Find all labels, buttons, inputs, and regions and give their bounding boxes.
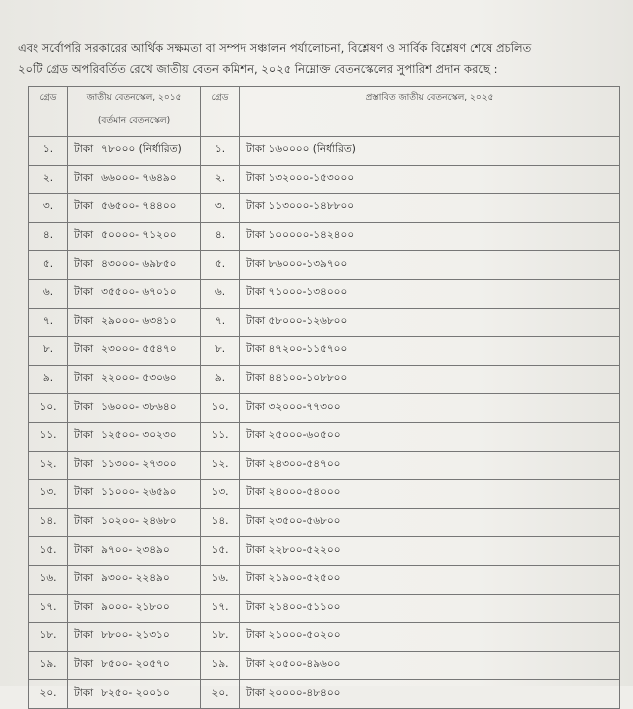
header-grade: গ্রেড xyxy=(29,87,68,137)
current-range: ২৩০০০- ৫৫৪৭০ xyxy=(101,343,177,356)
proposed-scale-cell: টাকা ২৩৫০০-৫৬৮০০ xyxy=(240,508,620,537)
currency-label: টাকা xyxy=(74,429,94,442)
intro-line-1: এবং সর্বোপরি সরকারের আর্থিক সক্ষমতা বা সম্পদ সঞ্চালন পর্যালোচনা, বিশ্লেষণ ও সার্বিক বিশ্লেষণ শেষে প্রচলিত xyxy=(18,41,532,55)
intro-line-2: ২০টি গ্রেড অপরিবর্তিত রেখে জাতীয় বেতন কমিশন, ২০২৫ নিম্নোক্ত বেতনস্কেলের সুপারিশ প্রদান করছে : xyxy=(18,62,498,76)
grade-cell: ২. xyxy=(29,165,68,194)
proposed-scale-cell: টাকা ১০০০০০-১৪২৪০০ xyxy=(240,222,620,251)
grade-cell-2: ৩. xyxy=(201,194,240,223)
current-range: ২২০০০- ৫৩০৬০ xyxy=(101,372,177,385)
proposed-scale-cell: টাকা ২২৮০০-৫২২০০ xyxy=(240,537,620,566)
header-current-scale-subtitle: (বর্তমান বেতনস্কেল) xyxy=(97,116,171,126)
proposed-scale-cell: টাকা ৮৬০০০-১৩৯৭০০ xyxy=(240,251,620,280)
current-range: ১০২০০- ২৪৬৮০ xyxy=(101,515,177,528)
currency-label: টাকা xyxy=(74,400,94,413)
current-scale-cell xyxy=(68,137,201,166)
grade-cell: ১০. xyxy=(29,394,68,423)
grade-cell: ৯. xyxy=(29,365,68,394)
grade-cell: ১. xyxy=(29,137,68,166)
table-row xyxy=(29,194,620,223)
table-row xyxy=(29,508,620,537)
current-scale-cell xyxy=(68,422,201,451)
grade-cell: ৬. xyxy=(29,279,68,308)
grade-cell-2: ১৪. xyxy=(201,508,240,537)
grade-cell-2: ৪. xyxy=(201,222,240,251)
currency-label: টাকা xyxy=(74,314,94,327)
proposed-scale-cell: টাকা ৩২০০০-৭৭৩০০ xyxy=(240,394,620,423)
current-range: ৯৭০০- ২৩৪৯০ xyxy=(101,543,170,556)
header-current-scale-title: জাতীয় বেতনস্কেল, ২০১৫ xyxy=(86,93,182,103)
current-range: ৮২৫০- ২০০১০ xyxy=(101,686,170,699)
grade-cell-2: ১৫. xyxy=(201,537,240,566)
proposed-scale-cell: টাকা ২০৫০০-৪৯৬০০ xyxy=(240,651,620,680)
table-row xyxy=(29,308,620,337)
proposed-scale-cell: টাকা ১১৩০০০-১৪৮৮০০ xyxy=(240,194,620,223)
currency-label: টাকা xyxy=(74,372,94,385)
currency-label: টাকা xyxy=(74,600,94,613)
current-range: ৬৬০০০- ৭৬৪৯০ xyxy=(101,171,177,184)
grade-cell: ১১. xyxy=(29,422,68,451)
currency-label: টাকা xyxy=(74,171,94,184)
table-row xyxy=(29,623,620,652)
table-body xyxy=(29,137,620,709)
grade-cell: ৪. xyxy=(29,222,68,251)
table-row xyxy=(29,365,620,394)
grade-cell-2: ১২. xyxy=(201,451,240,480)
grade-cell-2: ৬. xyxy=(201,279,240,308)
table-row xyxy=(29,394,620,423)
current-range: ৯০০০- ২১৮০০ xyxy=(101,600,170,613)
current-range: ৭৮০০০ (নির্ধারিত) xyxy=(101,143,182,156)
current-range: ২৯০০০- ৬৩৪১০ xyxy=(101,314,177,327)
current-range: ১২৫০০- ৩০২৩০ xyxy=(101,429,177,442)
proposed-scale-cell: টাকা ২৪০০০-৫৪০০০ xyxy=(240,480,620,509)
grade-cell-2: ১৭. xyxy=(201,594,240,623)
grade-cell: ১৬. xyxy=(29,565,68,594)
currency-label: টাকা xyxy=(74,629,94,642)
current-scale-cell xyxy=(68,394,201,423)
current-scale-cell xyxy=(68,651,201,680)
grade-cell-2: ৭. xyxy=(201,308,240,337)
grade-cell: ১২. xyxy=(29,451,68,480)
table-row xyxy=(29,165,620,194)
header-grade-2: গ্রেড xyxy=(201,87,240,137)
grade-cell: ৩. xyxy=(29,194,68,223)
current-range: ১৬০০০- ৩৮৬৪০ xyxy=(101,400,177,413)
currency-label: টাকা xyxy=(74,229,94,242)
currency-label: টাকা xyxy=(74,686,94,699)
current-range: ৯৩০০- ২২৪৯০ xyxy=(101,572,170,585)
table-row xyxy=(29,565,620,594)
current-scale-cell xyxy=(68,680,201,709)
table-row xyxy=(29,680,620,709)
grade-cell-2: ১৮. xyxy=(201,623,240,652)
pay-scale-table xyxy=(28,86,620,709)
grade-cell-2: ২. xyxy=(201,165,240,194)
grade-cell: ১৪. xyxy=(29,508,68,537)
current-scale-cell xyxy=(68,565,201,594)
current-scale-cell xyxy=(68,508,201,537)
currency-label: টাকা xyxy=(74,486,94,499)
current-scale-cell xyxy=(68,537,201,566)
grade-cell-2: ২০. xyxy=(201,680,240,709)
header-current-scale xyxy=(68,87,201,137)
current-scale-cell xyxy=(68,480,201,509)
currency-label: টাকা xyxy=(74,343,94,356)
current-range: ৪৩০০০- ৬৯৮৫০ xyxy=(101,257,177,270)
table-row xyxy=(29,279,620,308)
proposed-scale-cell: টাকা ২৪৩০০-৫৪৭০০ xyxy=(240,451,620,480)
grade-cell-2: ১০. xyxy=(201,394,240,423)
currency-label: টাকা xyxy=(74,143,94,156)
proposed-scale-cell: টাকা ২১০০০-৫০২০০ xyxy=(240,623,620,652)
current-scale-cell xyxy=(68,194,201,223)
current-scale-cell xyxy=(68,451,201,480)
current-range: ৮৮০০- ২১৩১০ xyxy=(101,629,170,642)
table-row xyxy=(29,251,620,280)
current-range: ৫০০০০- ৭১২০০ xyxy=(101,229,177,242)
current-scale-cell xyxy=(68,623,201,652)
grade-cell: ১৫. xyxy=(29,537,68,566)
proposed-scale-cell: টাকা ১৩২০০০-১৫৩০০০ xyxy=(240,165,620,194)
grade-cell: ১৭. xyxy=(29,594,68,623)
currency-label: টাকা xyxy=(74,457,94,470)
current-scale-cell xyxy=(68,594,201,623)
current-range: ৮৫০০- ২০৫৭০ xyxy=(101,657,170,670)
current-range: ৫৬৫০০- ৭৪৪০০ xyxy=(101,200,177,213)
proposed-scale-cell: টাকা ৭১০০০-১৩৪০০০ xyxy=(240,279,620,308)
grade-cell: ১৯. xyxy=(29,651,68,680)
current-scale-cell xyxy=(68,165,201,194)
table-row xyxy=(29,451,620,480)
grade-cell: ৮. xyxy=(29,337,68,366)
proposed-scale-cell: টাকা ২১৪০০-৫১১০০ xyxy=(240,594,620,623)
currency-label: টাকা xyxy=(74,543,94,556)
grade-cell-2: ৮. xyxy=(201,337,240,366)
current-scale-cell xyxy=(68,279,201,308)
grade-cell-2: ৫. xyxy=(201,251,240,280)
header-proposed-scale: প্রস্তাবিত জাতীয় বেতনস্কেল, ২০২৫ xyxy=(240,87,620,137)
table-row xyxy=(29,137,620,166)
current-range: ১১০০০- ২৬৫৯০ xyxy=(101,486,177,499)
grade-cell-2: ১৬. xyxy=(201,565,240,594)
proposed-scale-cell: টাকা ২৫০০০-৬০৫০০ xyxy=(240,422,620,451)
table-row xyxy=(29,537,620,566)
current-scale-cell xyxy=(68,365,201,394)
current-range: ১১৩০০- ২৭৩০০ xyxy=(101,457,177,470)
table-row xyxy=(29,594,620,623)
currency-label: টাকা xyxy=(74,200,94,213)
grade-cell-2: ১১. xyxy=(201,422,240,451)
proposed-scale-cell: টাকা ২০০০০-৪৮৪০০ xyxy=(240,680,620,709)
grade-cell: ৭. xyxy=(29,308,68,337)
proposed-scale-cell: টাকা ৪৭২০০-১১৫৭০০ xyxy=(240,337,620,366)
grade-cell-2: ১৯. xyxy=(201,651,240,680)
table-row xyxy=(29,422,620,451)
proposed-scale-cell: টাকা ২১৯০০-৫২৫০০ xyxy=(240,565,620,594)
current-scale-cell xyxy=(68,337,201,366)
currency-label: টাকা xyxy=(74,657,94,670)
grade-cell: ২০. xyxy=(29,680,68,709)
table-row xyxy=(29,480,620,509)
grade-cell-2: ১৩. xyxy=(201,480,240,509)
currency-label: টাকা xyxy=(74,257,94,270)
grade-cell-2: ১. xyxy=(201,137,240,166)
grade-cell: ১৩. xyxy=(29,480,68,509)
grade-cell-2: ৯. xyxy=(201,365,240,394)
proposed-scale-cell: টাকা ৫৮০০০-১২৬৮০০ xyxy=(240,308,620,337)
table-header-row xyxy=(29,87,620,137)
table-row xyxy=(29,222,620,251)
currency-label: টাকা xyxy=(74,572,94,585)
grade-cell: ৫. xyxy=(29,251,68,280)
table-row xyxy=(29,337,620,366)
table-row xyxy=(29,651,620,680)
grade-cell: ১৮. xyxy=(29,623,68,652)
currency-label: টাকা xyxy=(74,286,94,299)
current-scale-cell xyxy=(68,222,201,251)
current-range: ৩৫৫০০- ৬৭০১০ xyxy=(101,286,177,299)
current-scale-cell xyxy=(68,251,201,280)
current-scale-cell xyxy=(68,308,201,337)
intro-paragraph xyxy=(18,38,618,80)
proposed-scale-cell: টাকা ১৬০০০০ (নির্ধারিত) xyxy=(240,137,620,166)
currency-label: টাকা xyxy=(74,515,94,528)
proposed-scale-cell: টাকা ৪৪১০০-১০৮৮০০ xyxy=(240,365,620,394)
